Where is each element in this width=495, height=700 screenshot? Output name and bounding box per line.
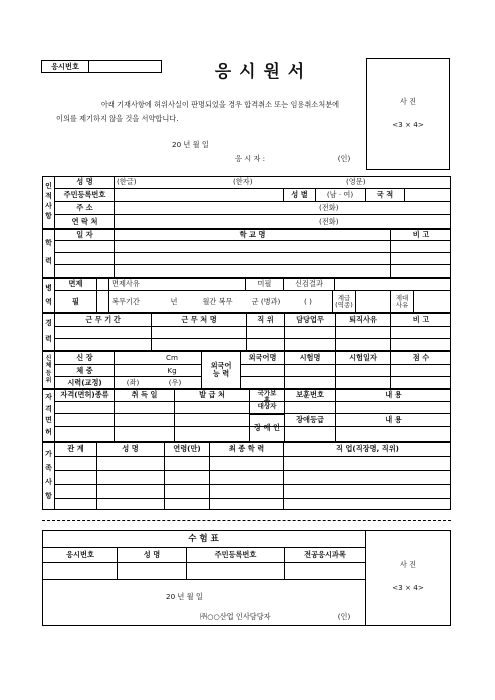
ticket-name-field[interactable] <box>118 563 186 579</box>
service-year: 년 <box>170 296 178 306</box>
language-label: 외국어 능 력 <box>210 360 232 378</box>
disabled-label: 장 애 인 <box>254 423 280 433</box>
exempt-reason: 면제사유 <box>112 279 140 289</box>
section-personal: 인 적 사 항 <box>45 182 52 220</box>
military-exempt: 면제 <box>68 279 83 289</box>
discharge-label: 제대 사유 <box>395 293 409 309</box>
applicant-seal: (인) <box>337 154 351 164</box>
edu-date-header: 일 자 <box>76 229 93 239</box>
photo-box[interactable] <box>366 58 450 170</box>
family-job-header: 직 업(직장명, 직위) <box>336 444 399 454</box>
exam-number-label: 응시번호 <box>42 61 89 72</box>
section-family: 가 족 사 항 <box>45 450 52 501</box>
name-hanja-field[interactable]: (한자) <box>233 177 253 187</box>
veteran-label: 국가보 훈 대상자 <box>257 388 277 411</box>
career-position-header: 직 위 <box>257 314 274 324</box>
section-license: 자 격 면 허 <box>45 393 52 436</box>
license-issuer-header: 발 급 처 <box>199 390 225 400</box>
career-duty-header: 담당업무 <box>296 314 324 324</box>
score-header: 점 수 <box>412 352 430 362</box>
sex-options[interactable]: (남 · 여) <box>326 190 354 200</box>
name-label: 성 명 <box>76 177 93 187</box>
rank-label: 계급 (역종) <box>335 293 353 309</box>
oath-line-1: 아래 기재사항에 허위사실이 판명되었을 경우 합격취소 또는 임용취소처분에 <box>100 100 340 110</box>
branch-field[interactable]: ( ) <box>304 296 312 306</box>
ticket-name-header: 성 명 <box>143 550 161 560</box>
career-note-header: 비 고 <box>412 314 430 324</box>
sex-label: 성 별 <box>291 190 308 200</box>
nationality-label: 국 적 <box>376 190 394 200</box>
ticket-rrn-field[interactable] <box>187 563 284 579</box>
ticket-seal: (인) <box>337 612 351 622</box>
height-unit[interactable]: Cm <box>165 352 179 362</box>
military-done: 필 <box>72 296 79 306</box>
ticket-photo-label: 사 진 <box>399 560 417 570</box>
rrn-label: 주민등록번호 <box>63 190 106 200</box>
section-body: 신 체 등 위 <box>45 355 52 384</box>
section-career: 경 력 <box>45 319 52 343</box>
oath-line-2: 이의를 제기하지 않을 것을 서약합니다. <box>56 114 179 124</box>
ticket-date: 20 년 월 일 <box>166 592 203 602</box>
edu-school-header: 학 교 명 <box>239 229 266 239</box>
weight-label: 체 중 <box>76 365 93 375</box>
family-name-header: 성 명 <box>122 444 139 454</box>
application-date: 20 년 월 일 <box>172 140 209 150</box>
branch-label: 군 (병과) <box>251 296 281 306</box>
contact-phone[interactable]: (전화) <box>319 216 339 226</box>
veteran-content-header: 내 용 <box>385 390 402 400</box>
ticket-subject-header: 전공응시과목 <box>304 550 346 560</box>
veteran-number-header: 보훈번호 <box>296 390 324 400</box>
ticket-photo-size: <3 × 4> <box>392 583 424 593</box>
ticket-subject-field[interactable] <box>285 563 365 579</box>
vision-left[interactable]: (좌) <box>126 377 140 387</box>
family-age-header: 연령(만) <box>173 444 201 454</box>
cut-line <box>42 520 451 521</box>
applicant-label: 응 시 자 : <box>235 154 266 164</box>
disability-grade-header: 장애등급 <box>296 415 324 425</box>
career-workplace-header: 근 무 처 명 <box>181 314 217 324</box>
ticket-title: 수 험 표 <box>188 533 219 544</box>
vision-right[interactable]: (우) <box>168 377 182 387</box>
section-military: 병 역 <box>45 284 52 306</box>
license-date-header: 취 득 일 <box>131 390 158 400</box>
career-reason-header: 퇴직사유 <box>349 314 377 324</box>
address-label: 주 소 <box>76 203 93 213</box>
ticket-exam-no-header: 응시번호 <box>66 550 94 560</box>
ticket-exam-no-field[interactable] <box>43 563 117 579</box>
career-period-header: 근 무 기 간 <box>85 314 121 324</box>
service-months: 월간 복무 <box>202 296 233 306</box>
photo-label: 사 진 <box>399 97 417 107</box>
rrn-field[interactable] <box>115 189 283 201</box>
photo-size: <3 × 4> <box>392 120 424 130</box>
name-korean-field[interactable]: (한글) <box>117 177 137 187</box>
vision-label: 시력(교정) <box>67 377 102 387</box>
ticket-officer: ㈜○○산업 인사담당자 <box>200 612 271 622</box>
edu-note-header: 비 고 <box>412 229 430 239</box>
military-unfit: 미필 <box>257 279 272 289</box>
exam-number-field[interactable] <box>90 61 161 72</box>
name-english-field[interactable]: (영문) <box>346 177 366 187</box>
test-date-header: 시험일자 <box>349 352 377 362</box>
service-period: 복무기간 <box>112 296 140 306</box>
license-type-header: 자격(면허)종류 <box>60 390 109 400</box>
exam-result: 신검결과 <box>295 279 323 289</box>
section-education: 학 력 <box>45 239 52 266</box>
height-label: 신 장 <box>76 352 93 362</box>
family-relation-header: 관 계 <box>67 444 84 454</box>
ticket-rrn-header: 주민등록번호 <box>214 550 257 560</box>
address-phone[interactable]: (전화) <box>319 203 339 213</box>
family-edu-header: 최 종 학 력 <box>228 444 265 454</box>
disability-content-header: 내 용 <box>385 415 402 425</box>
test-name-header: 시험명 <box>299 352 321 362</box>
contact-label: 연 락 처 <box>71 216 98 226</box>
weight-unit[interactable]: Kg <box>167 365 177 375</box>
lang-name-header: 외국어명 <box>248 352 277 362</box>
page-title: 응 시 원 서 <box>214 62 306 83</box>
